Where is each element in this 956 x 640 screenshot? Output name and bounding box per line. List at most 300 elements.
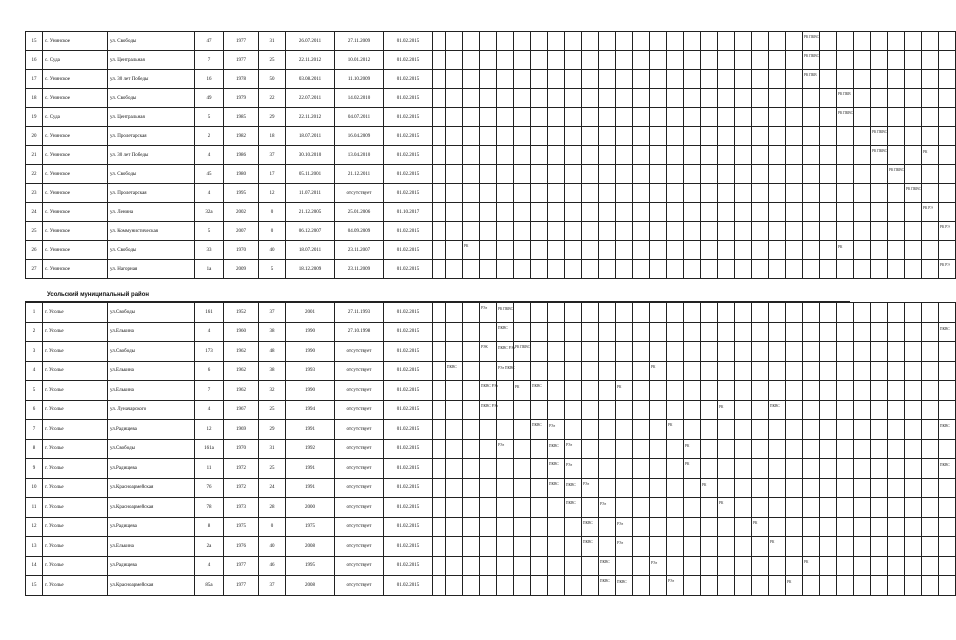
schedule-cell [565,241,582,260]
cell-w: 24 [259,478,286,498]
schedule-cell [548,303,565,323]
cell-gap [433,537,446,557]
cell-loc: с. Унинское [43,184,108,203]
work-mark: РК РЭ [940,263,950,267]
schedule-cell [531,556,548,576]
schedule-cell [735,576,752,596]
schedule-cell [446,184,463,203]
schedule-cell [514,537,531,557]
schedule-cell [616,498,633,518]
schedule-cell [565,381,582,401]
schedule-cell [718,498,735,518]
schedule-cell [922,51,939,70]
table-row [26,241,956,260]
schedule-cell [531,32,548,51]
schedule-cell [701,70,718,89]
schedule-cell [667,89,684,108]
work-mark: РК [668,423,673,427]
schedule-cell [582,165,599,184]
schedule-cell [837,51,854,70]
schedule-cell [769,556,786,576]
schedule-cell [565,439,582,459]
cell-d1: 26.07.2011 [286,32,335,51]
schedule-cell [514,478,531,498]
schedule-cell [854,165,871,184]
schedule-cell [820,361,837,381]
schedule-cell [803,89,820,108]
schedule-cell [718,537,735,557]
schedule-cell [514,439,531,459]
cell-d2: 27.10.1998 [335,322,384,342]
schedule-cell [480,556,497,576]
schedule-cell [820,420,837,440]
schedule-cell [905,537,922,557]
schedule-cell [650,146,667,165]
work-mark: ПКВС [447,364,457,369]
schedule-cell [633,342,650,362]
cell-n: 19 [26,108,43,127]
schedule-cell [599,51,616,70]
work-mark: РК ПКВС [906,187,922,191]
cell-d2: отсутствует [335,576,384,596]
cell-w: 46 [259,556,286,576]
cell-street: ул.Радищева [108,420,195,440]
schedule-cell [752,517,769,537]
schedule-cell [446,89,463,108]
schedule-cell [735,222,752,241]
schedule-cell [446,498,463,518]
schedule-cell [786,381,803,401]
cell-d2: 04.07.2011 [335,108,384,127]
schedule-cell [803,127,820,146]
cell-d1: 1990 [286,381,335,401]
schedule-cell [888,400,905,420]
schedule-cell [667,420,684,440]
schedule-cell [803,556,820,576]
schedule-cell [735,556,752,576]
schedule-cell [769,342,786,362]
schedule-cell [922,361,939,381]
schedule-cell [582,51,599,70]
schedule-cell [939,361,956,381]
schedule-cell [684,89,701,108]
cell-gap [433,459,446,479]
schedule-cell [854,322,871,342]
schedule-cell [735,478,752,498]
cell-d2: 16.04.2009 [335,127,384,146]
schedule-cell [888,361,905,381]
cell-w: 5 [259,260,286,279]
cell-loc: г. Усолье [43,361,108,381]
schedule-cell [497,322,514,342]
schedule-cell [667,439,684,459]
schedule-cell [905,576,922,596]
cell-h: 173 [195,342,224,362]
schedule-cell [939,322,956,342]
cell-d2: 14.02.2010 [335,89,384,108]
schedule-cell [922,517,939,537]
cell-loc: г. Усолье [43,381,108,401]
work-mark: ПКВС [566,501,576,505]
schedule-cell [548,222,565,241]
schedule-cell [718,439,735,459]
schedule-cell [667,184,684,203]
schedule-cell [684,576,701,596]
schedule-cell [905,498,922,518]
schedule-cell [769,127,786,146]
cell-d3: 01.02.2015 [384,70,433,89]
cell-d2: отсутствует [335,537,384,557]
schedule-cell [463,146,480,165]
schedule-cell [599,576,616,596]
schedule-cell [599,498,616,518]
cell-loc: с. Унинское [43,165,108,184]
schedule-cell [480,146,497,165]
schedule-cell [786,127,803,146]
schedule-cell [633,146,650,165]
schedule-cell [650,576,667,596]
schedule-cell [871,303,888,323]
schedule-cell [735,517,752,537]
schedule-cell [667,361,684,381]
cell-d2: отсутствует [335,439,384,459]
schedule-cell [820,32,837,51]
schedule-cell [701,146,718,165]
schedule-cell [922,439,939,459]
schedule-cell [803,322,820,342]
schedule-cell [888,556,905,576]
schedule-cell [820,70,837,89]
cell-gap [433,70,446,89]
schedule-cell [820,184,837,203]
schedule-cell [871,576,888,596]
cell-h: 7 [195,51,224,70]
table-row [26,400,956,420]
schedule-cell [718,400,735,420]
schedule-cell [803,108,820,127]
cell-w: 38 [259,322,286,342]
cell-d2: 21.12.2011 [335,165,384,184]
cell-street: ул. Пролетарская [108,127,195,146]
schedule-cell [480,498,497,518]
schedule-cell [497,498,514,518]
schedule-cell [531,89,548,108]
cell-gap [433,303,446,323]
schedule-cell [497,32,514,51]
cell-h: 6 [195,361,224,381]
cell-d1: 21.12.2005 [286,203,335,222]
schedule-cell [735,322,752,342]
schedule-cell [803,576,820,596]
schedule-cell [599,478,616,498]
cell-d1: 22.07.2011 [286,89,335,108]
schedule-cell [752,89,769,108]
cell-d1: 1975 [286,517,335,537]
cell-loc: г. Усолье [43,537,108,557]
cell-w: 22 [259,89,286,108]
work-mark: РЭл [651,560,658,565]
schedule-cell [701,381,718,401]
section-heading: Усольский муниципальный район [47,292,150,298]
schedule-cell [514,303,531,323]
cell-loc: г. Усолье [43,322,108,342]
schedule-cell [871,260,888,279]
schedule-cell [548,241,565,260]
schedule-cell [463,260,480,279]
cell-h: 5 [195,108,224,127]
schedule-cell [463,576,480,596]
cell-y: 1977 [224,556,259,576]
schedule-cell [752,241,769,260]
schedule-cell [922,70,939,89]
schedule-cell [582,478,599,498]
schedule-cell [769,420,786,440]
schedule-cell [837,165,854,184]
schedule-cell [565,127,582,146]
cell-w: 25 [259,400,286,420]
cell-d2: 11.10.2009 [335,70,384,89]
schedule-cell [701,342,718,362]
schedule-cell [701,537,718,557]
schedule-cell [565,322,582,342]
schedule-cell [854,70,871,89]
work-mark: ПКВС РЭл [481,384,498,388]
schedule-cell [837,322,854,342]
cell-d3: 01.02.2015 [384,184,433,203]
schedule-cell [820,303,837,323]
schedule-cell [752,32,769,51]
work-mark: РК ПКВС [838,111,854,115]
work-mark: ПКВС [600,579,610,583]
schedule-cell [837,108,854,127]
schedule-cell [463,89,480,108]
schedule-cell [565,400,582,420]
schedule-cell [548,478,565,498]
cell-d3: 01.02.2015 [384,361,433,381]
work-mark: РЭл [600,502,607,506]
cell-d3: 01.02.2015 [384,342,433,362]
work-mark: РК [804,559,809,564]
cell-y: 1952 [224,303,259,323]
work-mark: РК РЭ [940,225,950,229]
schedule-cell [582,498,599,518]
schedule-cell [820,439,837,459]
schedule-cell [480,127,497,146]
schedule-cell [888,439,905,459]
schedule-cell [531,303,548,323]
schedule-cell [548,89,565,108]
cell-n: 10 [26,478,43,498]
schedule-cell [582,303,599,323]
schedule-cell [565,89,582,108]
cell-loc: с. Унинское [43,260,108,279]
cell-h: 4 [195,556,224,576]
schedule-cell [718,184,735,203]
schedule-cell [582,203,599,222]
schedule-cell [565,32,582,51]
schedule-cell [871,222,888,241]
schedule-cell [922,381,939,401]
schedule-cell [735,146,752,165]
cell-w: 40 [259,537,286,557]
schedule-cell [565,303,582,323]
schedule-cell [565,478,582,498]
schedule-cell [565,108,582,127]
schedule-cell [582,459,599,479]
schedule-cell [752,556,769,576]
cell-gap [433,260,446,279]
schedule-cell [735,498,752,518]
schedule-cell [480,400,497,420]
schedule-cell [837,439,854,459]
cell-street: ул.Свободы [108,439,195,459]
schedule-cell [599,89,616,108]
schedule-cell [616,576,633,596]
cell-street: ул. Свободы [108,165,195,184]
cell-w: 40 [259,241,286,260]
schedule-cell [684,146,701,165]
schedule-cell [582,322,599,342]
schedule-cell [480,203,497,222]
schedule-cell [837,70,854,89]
schedule-cell [514,32,531,51]
cell-d3: 01.02.2015 [384,459,433,479]
work-mark: РЭл [566,442,573,447]
schedule-cell [871,498,888,518]
cell-n: 5 [26,381,43,401]
schedule-cell [599,146,616,165]
schedule-cell [446,517,463,537]
cell-h: 49 [195,89,224,108]
schedule-cell [633,32,650,51]
cell-d3: 01.02.2015 [384,165,433,184]
schedule-cell [667,342,684,362]
cell-d1: 1990 [286,322,335,342]
schedule-cell [837,459,854,479]
schedule-cell [888,165,905,184]
schedule-cell [684,498,701,518]
schedule-cell [514,576,531,596]
schedule-cell [514,70,531,89]
schedule-cell [514,89,531,108]
schedule-cell [463,51,480,70]
schedule-cell [497,222,514,241]
schedule-cell [786,165,803,184]
schedule-cell [888,517,905,537]
schedule-cell [684,517,701,537]
schedule-cell [497,146,514,165]
work-mark: РК ПКВС [498,307,514,311]
cell-street: ул. Свободы [108,241,195,260]
schedule-cell [633,420,650,440]
schedule-cell [803,381,820,401]
schedule-cell [480,108,497,127]
schedule-cell [820,400,837,420]
schedule-cell [599,459,616,479]
schedule-cell [548,439,565,459]
schedule-cell [582,556,599,576]
schedule-cell [939,108,956,127]
schedule-cell [939,420,956,440]
cell-y: 1982 [224,127,259,146]
work-mark: ПКВС РЭл [481,403,498,408]
schedule-cell [769,222,786,241]
schedule-cell [718,146,735,165]
cell-y: 1980 [224,165,259,184]
table-row [26,537,956,557]
schedule-cell [463,537,480,557]
schedule-cell [905,51,922,70]
table-row [26,420,956,440]
schedule-cell [820,478,837,498]
cell-y: 1973 [224,498,259,518]
schedule-cell [735,420,752,440]
schedule-cell [497,459,514,479]
schedule-cell [514,203,531,222]
schedule-cell [735,127,752,146]
cell-w: 17 [259,165,286,184]
cell-d3: 01.02.2015 [384,322,433,342]
cell-h: 1а [195,260,224,279]
schedule-cell [922,108,939,127]
cell-street: ул.Свободы [108,303,195,323]
schedule-cell [667,459,684,479]
schedule-cell [803,32,820,51]
cell-gap [433,184,446,203]
schedule-cell [548,537,565,557]
schedule-cell [684,381,701,401]
schedule-cell [905,184,922,203]
cell-street: ул.Красноармейская [108,478,195,498]
schedule-cell [548,127,565,146]
schedule-cell [497,241,514,260]
schedule-cell [616,322,633,342]
cell-gap [433,517,446,537]
schedule-cell [650,89,667,108]
work-mark: РК [702,482,707,487]
schedule-cell [599,381,616,401]
schedule-cell [837,127,854,146]
cell-loc: с. Унинское [43,32,108,51]
cell-y: 1976 [224,537,259,557]
schedule-cell [650,127,667,146]
table-row [26,51,956,70]
schedule-cell [531,165,548,184]
schedule-cell [514,517,531,537]
schedule-cell [922,165,939,184]
cell-gap [433,322,446,342]
schedule-cell [837,303,854,323]
cell-h: 16 [195,70,224,89]
schedule-cell [922,241,939,260]
schedule-cell [650,108,667,127]
schedule-cell [922,184,939,203]
schedule-cell [565,222,582,241]
schedule-cell [684,222,701,241]
schedule-cell [905,203,922,222]
schedule-cell [684,32,701,51]
schedule-cell [769,32,786,51]
schedule-cell [616,146,633,165]
schedule-cell [497,400,514,420]
cell-loc: г. Усолье [43,498,108,518]
schedule-cell [701,576,718,596]
schedule-cell [871,89,888,108]
cell-gap [433,89,446,108]
schedule-cell [497,342,514,362]
cell-street: ул.Радищева [108,556,195,576]
schedule-cell [497,478,514,498]
